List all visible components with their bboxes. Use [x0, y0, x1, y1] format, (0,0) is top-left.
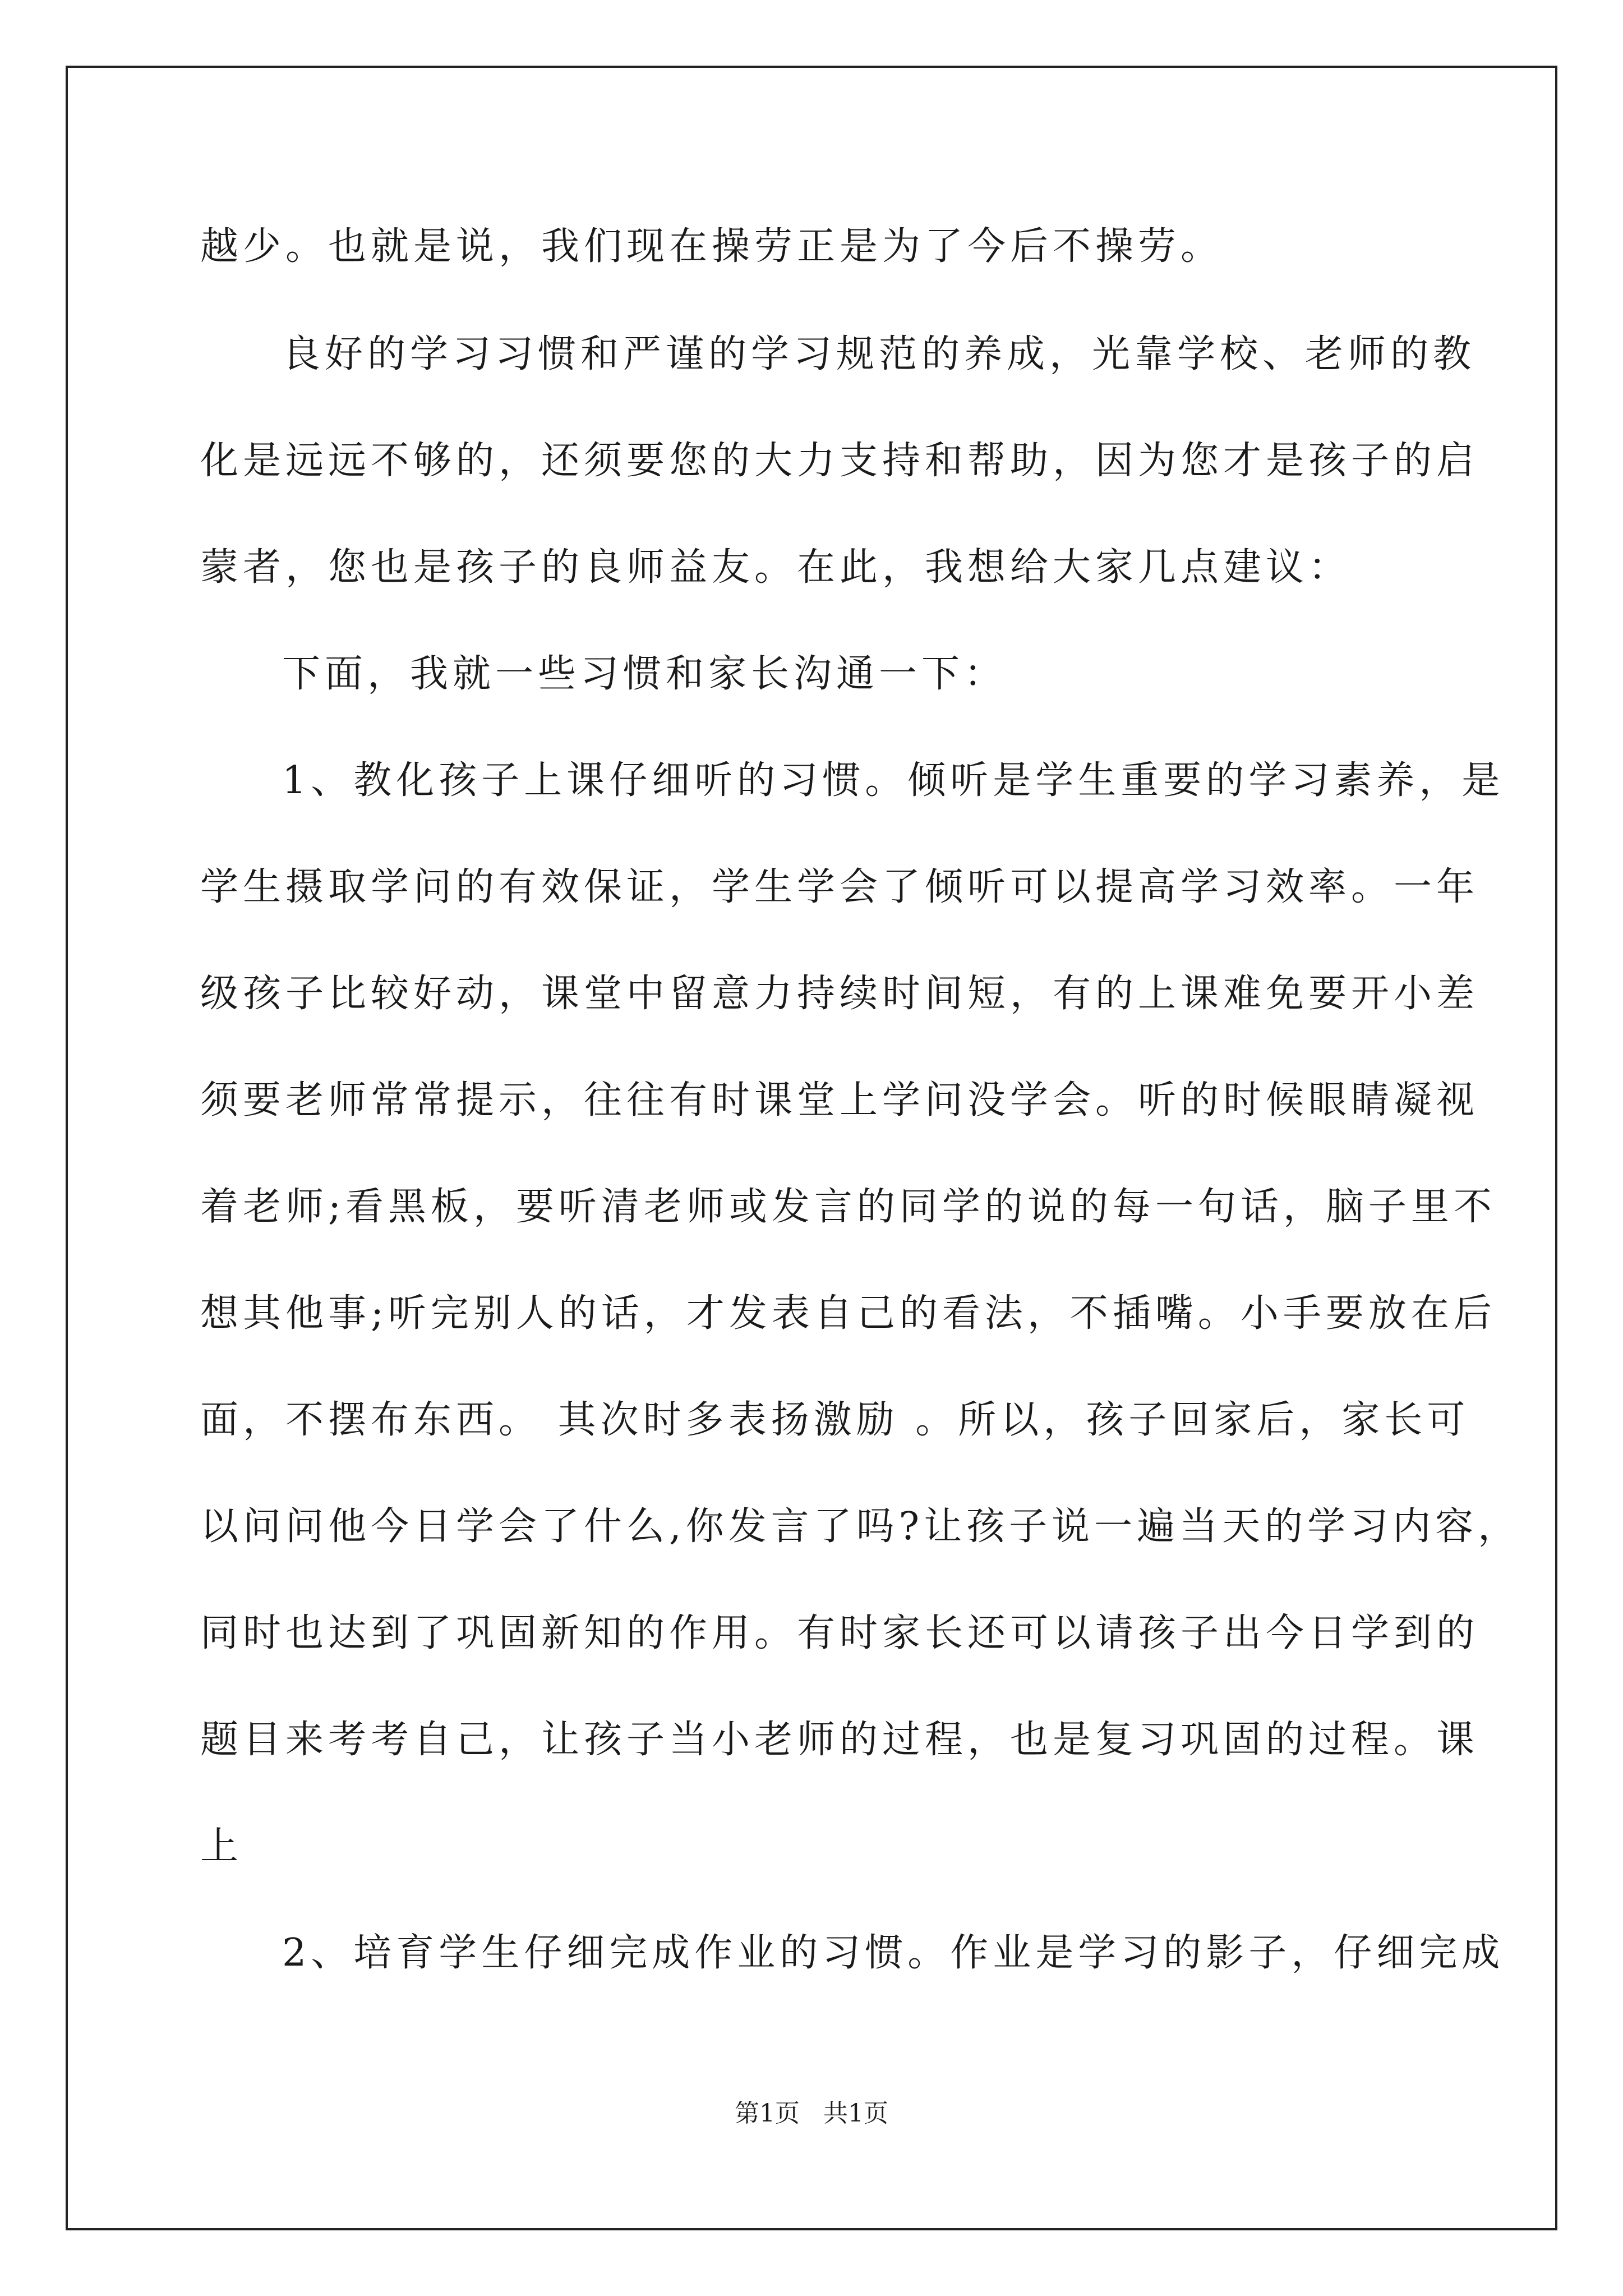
text-line: 1、教化孩子上课仔细听的习惯。倾听是学生重要的学习素养，是 [282, 758, 1505, 803]
text-line: 同时也达到了巩固新知的作用。有时家长还可以请孩子出今日学到的 [200, 1611, 1479, 1655]
text-line: 蒙者，您也是孩子的良师益友。在此，我想给大家几点建议： [200, 545, 1352, 590]
page-border [66, 66, 1557, 2230]
text-line: 级孩子比较好动，课堂中留意力持续时间短，有的上课难免要开小差 [200, 972, 1479, 1016]
text-line: 学生摄取学问的有效保证，学生学会了倾听可以提高学习效率。一年 [200, 865, 1479, 909]
text-line: 良好的学习习惯和严谨的学习规范的养成，光靠学校、老师的教 [282, 332, 1476, 376]
text-line: 着老师;看黑板，要听清老师或发言的同学的说的每一句话，脑子里不 [200, 1185, 1496, 1229]
text-line: 越少。也就是说，我们现在操劳正是为了今后不操劳。 [200, 224, 1224, 269]
text-line: 下面，我就一些习惯和家长沟通一下： [282, 652, 1007, 696]
page-number-footer: 第1页 共1页 [735, 2099, 888, 2128]
text-line: 题目来考考自己，让孩子当小老师的过程，也是复习巩固的过程。课 [200, 1718, 1479, 1762]
text-line: 化是远远不够的，还须要您的大力支持和帮助，因为您才是孩子的启 [200, 439, 1479, 483]
text-line: 以问问他今日学会了什么,你发言了吗?让孩子说一遍当天的学习内容， [200, 1504, 1521, 1549]
text-line: 2、培育学生仔细完成作业的习惯。作业是学习的影子，仔细完成 [282, 1931, 1505, 1975]
text-line: 想其他事;听完别人的话，才发表自己的看法，不插嘴。小手要放在后 [200, 1291, 1496, 1336]
text-line: 上 [200, 1824, 243, 1869]
text-line: 须要老师常常提示，往往有时课堂上学问没学会。听的时候眼睛凝视 [200, 1078, 1479, 1122]
text-line: 面，不摆布东西。 其次时多表扬激励 。所以，孩子回家后，家长可 [200, 1398, 1470, 1442]
